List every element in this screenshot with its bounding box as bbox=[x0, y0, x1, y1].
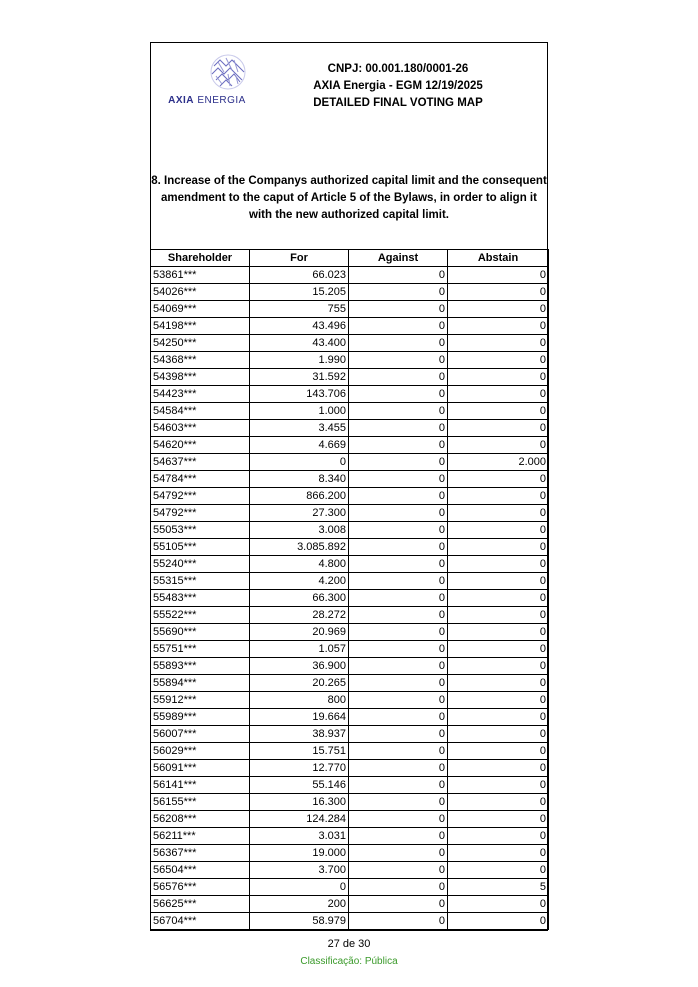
column-header-abstain: Abstain bbox=[448, 250, 549, 267]
cell-abstain: 0 bbox=[448, 658, 549, 675]
cell-shareholder: 55894*** bbox=[151, 675, 250, 692]
cell-shareholder: 54792*** bbox=[151, 505, 250, 522]
cell-against: 0 bbox=[349, 913, 448, 930]
cell-shareholder: 55690*** bbox=[151, 624, 250, 641]
table-row bbox=[151, 675, 549, 692]
document-title: DETAILED FINAL VOTING MAP bbox=[313, 97, 483, 109]
cell-for: 0 bbox=[250, 879, 349, 896]
cell-shareholder: 54584*** bbox=[151, 403, 250, 420]
column-header-for: For bbox=[250, 250, 349, 267]
table-row bbox=[151, 284, 549, 301]
table-row bbox=[151, 794, 549, 811]
cell-abstain: 0 bbox=[448, 403, 549, 420]
cell-shareholder: 56091*** bbox=[151, 760, 250, 777]
table-row bbox=[151, 624, 549, 641]
document-header bbox=[250, 61, 546, 112]
cell-against: 0 bbox=[349, 284, 448, 301]
cell-for: 3.085.892 bbox=[250, 539, 349, 556]
cell-against: 0 bbox=[349, 488, 448, 505]
cell-abstain: 0 bbox=[448, 811, 549, 828]
cell-for: 15.751 bbox=[250, 743, 349, 760]
table-row bbox=[151, 505, 549, 522]
cell-shareholder: 54603*** bbox=[151, 420, 250, 437]
cell-against: 0 bbox=[349, 879, 448, 896]
page-number: 27 de 30 bbox=[327, 938, 371, 950]
cell-shareholder: 55522*** bbox=[151, 607, 250, 624]
cell-shareholder: 56576*** bbox=[151, 879, 250, 896]
table-row bbox=[151, 692, 549, 709]
table-row bbox=[151, 352, 549, 369]
table-row bbox=[151, 641, 549, 658]
cell-shareholder: 54069*** bbox=[151, 301, 250, 318]
cell-shareholder: 55989*** bbox=[151, 709, 250, 726]
cell-against: 0 bbox=[349, 760, 448, 777]
cell-for: 8.340 bbox=[250, 471, 349, 488]
logo-wordmark: AXIA ENERGIA bbox=[168, 95, 246, 106]
cell-against: 0 bbox=[349, 692, 448, 709]
cell-abstain: 0 bbox=[448, 896, 549, 913]
cell-abstain: 0 bbox=[448, 641, 549, 658]
cell-for: 3.008 bbox=[250, 522, 349, 539]
cell-shareholder: 55315*** bbox=[151, 573, 250, 590]
cell-for: 3.031 bbox=[250, 828, 349, 845]
cell-for: 58.979 bbox=[250, 913, 349, 930]
cell-for: 3.700 bbox=[250, 862, 349, 879]
table-row bbox=[151, 726, 549, 743]
cell-for: 55.146 bbox=[250, 777, 349, 794]
table-row bbox=[151, 896, 549, 913]
cell-shareholder: 56208*** bbox=[151, 811, 250, 828]
cell-for: 143.706 bbox=[250, 386, 349, 403]
cell-shareholder: 56007*** bbox=[151, 726, 250, 743]
cell-shareholder: 55893*** bbox=[151, 658, 250, 675]
cell-abstain: 0 bbox=[448, 828, 549, 845]
cell-abstain: 0 bbox=[448, 420, 549, 437]
table-row bbox=[151, 879, 549, 896]
cell-for: 43.496 bbox=[250, 318, 349, 335]
table-row bbox=[151, 267, 549, 284]
cell-shareholder: 55240*** bbox=[151, 556, 250, 573]
table-row bbox=[151, 488, 549, 505]
cell-shareholder: 54637*** bbox=[151, 454, 250, 471]
cell-for: 19.664 bbox=[250, 709, 349, 726]
cell-shareholder: 54398*** bbox=[151, 369, 250, 386]
cell-shareholder: 55912*** bbox=[151, 692, 250, 709]
table-row bbox=[151, 556, 549, 573]
cell-abstain: 0 bbox=[448, 556, 549, 573]
table-row bbox=[151, 471, 549, 488]
table-row bbox=[151, 607, 549, 624]
cell-for: 36.900 bbox=[250, 658, 349, 675]
table-row bbox=[151, 862, 549, 879]
cell-abstain: 0 bbox=[448, 777, 549, 794]
table-row bbox=[151, 760, 549, 777]
cell-shareholder: 55751*** bbox=[151, 641, 250, 658]
cell-abstain: 0 bbox=[448, 675, 549, 692]
table-row bbox=[151, 573, 549, 590]
cell-abstain: 0 bbox=[448, 488, 549, 505]
table-row bbox=[151, 777, 549, 794]
cell-against: 0 bbox=[349, 539, 448, 556]
cell-shareholder: 54250*** bbox=[151, 335, 250, 352]
table-row bbox=[151, 811, 549, 828]
cell-abstain: 0 bbox=[448, 369, 549, 386]
cell-against: 0 bbox=[349, 420, 448, 437]
cell-shareholder: 56367*** bbox=[151, 845, 250, 862]
cell-shareholder: 54423*** bbox=[151, 386, 250, 403]
cell-for: 66.300 bbox=[250, 590, 349, 607]
cell-against: 0 bbox=[349, 624, 448, 641]
table-row bbox=[151, 420, 549, 437]
cell-abstain: 0 bbox=[448, 692, 549, 709]
cell-against: 0 bbox=[349, 454, 448, 471]
cell-against: 0 bbox=[349, 607, 448, 624]
cell-abstain: 0 bbox=[448, 267, 549, 284]
cell-shareholder: 56029*** bbox=[151, 743, 250, 760]
cell-for: 800 bbox=[250, 692, 349, 709]
cell-shareholder: 54784*** bbox=[151, 471, 250, 488]
cell-against: 0 bbox=[349, 743, 448, 760]
cell-abstain: 0 bbox=[448, 505, 549, 522]
table-row bbox=[151, 539, 549, 556]
cell-for: 124.284 bbox=[250, 811, 349, 828]
cell-for: 31.592 bbox=[250, 369, 349, 386]
cell-against: 0 bbox=[349, 267, 448, 284]
cell-for: 1.000 bbox=[250, 403, 349, 420]
cell-abstain: 0 bbox=[448, 794, 549, 811]
cell-against: 0 bbox=[349, 709, 448, 726]
cell-against: 0 bbox=[349, 403, 448, 420]
cnpj: CNPJ: 00.001.180/0001-26 bbox=[327, 63, 469, 75]
cell-for: 4.669 bbox=[250, 437, 349, 454]
cell-against: 0 bbox=[349, 573, 448, 590]
cell-abstain: 0 bbox=[448, 607, 549, 624]
cell-abstain: 5 bbox=[448, 879, 549, 896]
cell-shareholder: 56504*** bbox=[151, 862, 250, 879]
meeting-title: AXIA Energia - EGM 12/19/2025 bbox=[313, 80, 483, 92]
cell-for: 38.937 bbox=[250, 726, 349, 743]
cell-against: 0 bbox=[349, 777, 448, 794]
cell-for: 20.265 bbox=[250, 675, 349, 692]
cell-against: 0 bbox=[349, 335, 448, 352]
cell-against: 0 bbox=[349, 437, 448, 454]
column-header-shareholder: Shareholder bbox=[151, 250, 250, 267]
cell-against: 0 bbox=[349, 641, 448, 658]
cell-shareholder: 54368*** bbox=[151, 352, 250, 369]
cell-for: 19.000 bbox=[250, 845, 349, 862]
cell-shareholder: 56141*** bbox=[151, 777, 250, 794]
cell-for: 1.990 bbox=[250, 352, 349, 369]
cell-for: 66.023 bbox=[250, 267, 349, 284]
cell-against: 0 bbox=[349, 369, 448, 386]
cell-against: 0 bbox=[349, 828, 448, 845]
cell-shareholder: 54792*** bbox=[151, 488, 250, 505]
cell-against: 0 bbox=[349, 862, 448, 879]
cell-shareholder: 55483*** bbox=[151, 590, 250, 607]
cell-against: 0 bbox=[349, 318, 448, 335]
cell-abstain: 2.000 bbox=[448, 454, 549, 471]
table-row bbox=[151, 743, 549, 760]
cell-against: 0 bbox=[349, 794, 448, 811]
cell-abstain: 0 bbox=[448, 743, 549, 760]
table-row bbox=[151, 522, 549, 539]
table-row bbox=[151, 709, 549, 726]
cell-against: 0 bbox=[349, 658, 448, 675]
cell-for: 15.205 bbox=[250, 284, 349, 301]
table-row bbox=[151, 403, 549, 420]
cell-for: 20.969 bbox=[250, 624, 349, 641]
table-row bbox=[151, 658, 549, 675]
cell-for: 0 bbox=[250, 454, 349, 471]
cell-against: 0 bbox=[349, 352, 448, 369]
table-row bbox=[151, 369, 549, 386]
cell-shareholder: 56155*** bbox=[151, 794, 250, 811]
cell-abstain: 0 bbox=[448, 845, 549, 862]
agenda-item: 8. Increase of the Companys authorized capital limit and the consequent amendment to the caput of Article 5 of the Bylaws, in order to align it with the new authorized capital limit. bbox=[151, 175, 547, 221]
cell-for: 28.272 bbox=[250, 607, 349, 624]
cell-shareholder: 55105*** bbox=[151, 539, 250, 556]
cell-against: 0 bbox=[349, 726, 448, 743]
cell-abstain: 0 bbox=[448, 335, 549, 352]
cell-abstain: 0 bbox=[448, 573, 549, 590]
cell-against: 0 bbox=[349, 811, 448, 828]
cell-abstain: 0 bbox=[448, 352, 549, 369]
cell-for: 866.200 bbox=[250, 488, 349, 505]
cell-for: 16.300 bbox=[250, 794, 349, 811]
cell-against: 0 bbox=[349, 675, 448, 692]
cell-against: 0 bbox=[349, 845, 448, 862]
company-logo bbox=[162, 52, 252, 108]
cell-abstain: 0 bbox=[448, 539, 549, 556]
cell-abstain: 0 bbox=[448, 760, 549, 777]
cell-abstain: 0 bbox=[448, 726, 549, 743]
cell-for: 4.800 bbox=[250, 556, 349, 573]
cell-for: 27.300 bbox=[250, 505, 349, 522]
cell-for: 3.455 bbox=[250, 420, 349, 437]
cell-for: 4.200 bbox=[250, 573, 349, 590]
cell-for: 200 bbox=[250, 896, 349, 913]
cell-abstain: 0 bbox=[448, 301, 549, 318]
table-row bbox=[151, 335, 549, 352]
table-row bbox=[151, 590, 549, 607]
table-row bbox=[151, 454, 549, 471]
table-row bbox=[151, 437, 549, 454]
cell-for: 12.770 bbox=[250, 760, 349, 777]
classification-label: Classificação: Pública bbox=[300, 956, 398, 967]
cell-against: 0 bbox=[349, 590, 448, 607]
cell-abstain: 0 bbox=[448, 709, 549, 726]
cell-shareholder: 54026*** bbox=[151, 284, 250, 301]
cell-abstain: 0 bbox=[448, 590, 549, 607]
cell-shareholder: 56625*** bbox=[151, 896, 250, 913]
cell-against: 0 bbox=[349, 471, 448, 488]
cell-shareholder: 54620*** bbox=[151, 437, 250, 454]
table-row bbox=[151, 828, 549, 845]
table-row bbox=[151, 386, 549, 403]
cell-for: 43.400 bbox=[250, 335, 349, 352]
cell-shareholder: 55053*** bbox=[151, 522, 250, 539]
cell-abstain: 0 bbox=[448, 471, 549, 488]
cell-for: 1.057 bbox=[250, 641, 349, 658]
table-row bbox=[151, 913, 549, 930]
cell-abstain: 0 bbox=[448, 437, 549, 454]
table-header-row bbox=[151, 250, 549, 267]
voting-table bbox=[150, 249, 549, 930]
cell-abstain: 0 bbox=[448, 318, 549, 335]
cell-against: 0 bbox=[349, 386, 448, 403]
cell-shareholder: 53861*** bbox=[151, 267, 250, 284]
table-row bbox=[151, 318, 549, 335]
cell-against: 0 bbox=[349, 522, 448, 539]
globe-icon bbox=[206, 52, 250, 92]
cell-abstain: 0 bbox=[448, 386, 549, 403]
cell-abstain: 0 bbox=[448, 624, 549, 641]
table-row bbox=[151, 845, 549, 862]
cell-against: 0 bbox=[349, 505, 448, 522]
column-header-against: Against bbox=[349, 250, 448, 267]
table-row bbox=[151, 301, 549, 318]
cell-against: 0 bbox=[349, 556, 448, 573]
cell-against: 0 bbox=[349, 896, 448, 913]
cell-against: 0 bbox=[349, 301, 448, 318]
cell-abstain: 0 bbox=[448, 913, 549, 930]
cell-abstain: 0 bbox=[448, 284, 549, 301]
cell-shareholder: 56704*** bbox=[151, 913, 250, 930]
cell-abstain: 0 bbox=[448, 522, 549, 539]
cell-shareholder: 54198*** bbox=[151, 318, 250, 335]
cell-shareholder: 56211*** bbox=[151, 828, 250, 845]
cell-abstain: 0 bbox=[448, 862, 549, 879]
cell-for: 755 bbox=[250, 301, 349, 318]
